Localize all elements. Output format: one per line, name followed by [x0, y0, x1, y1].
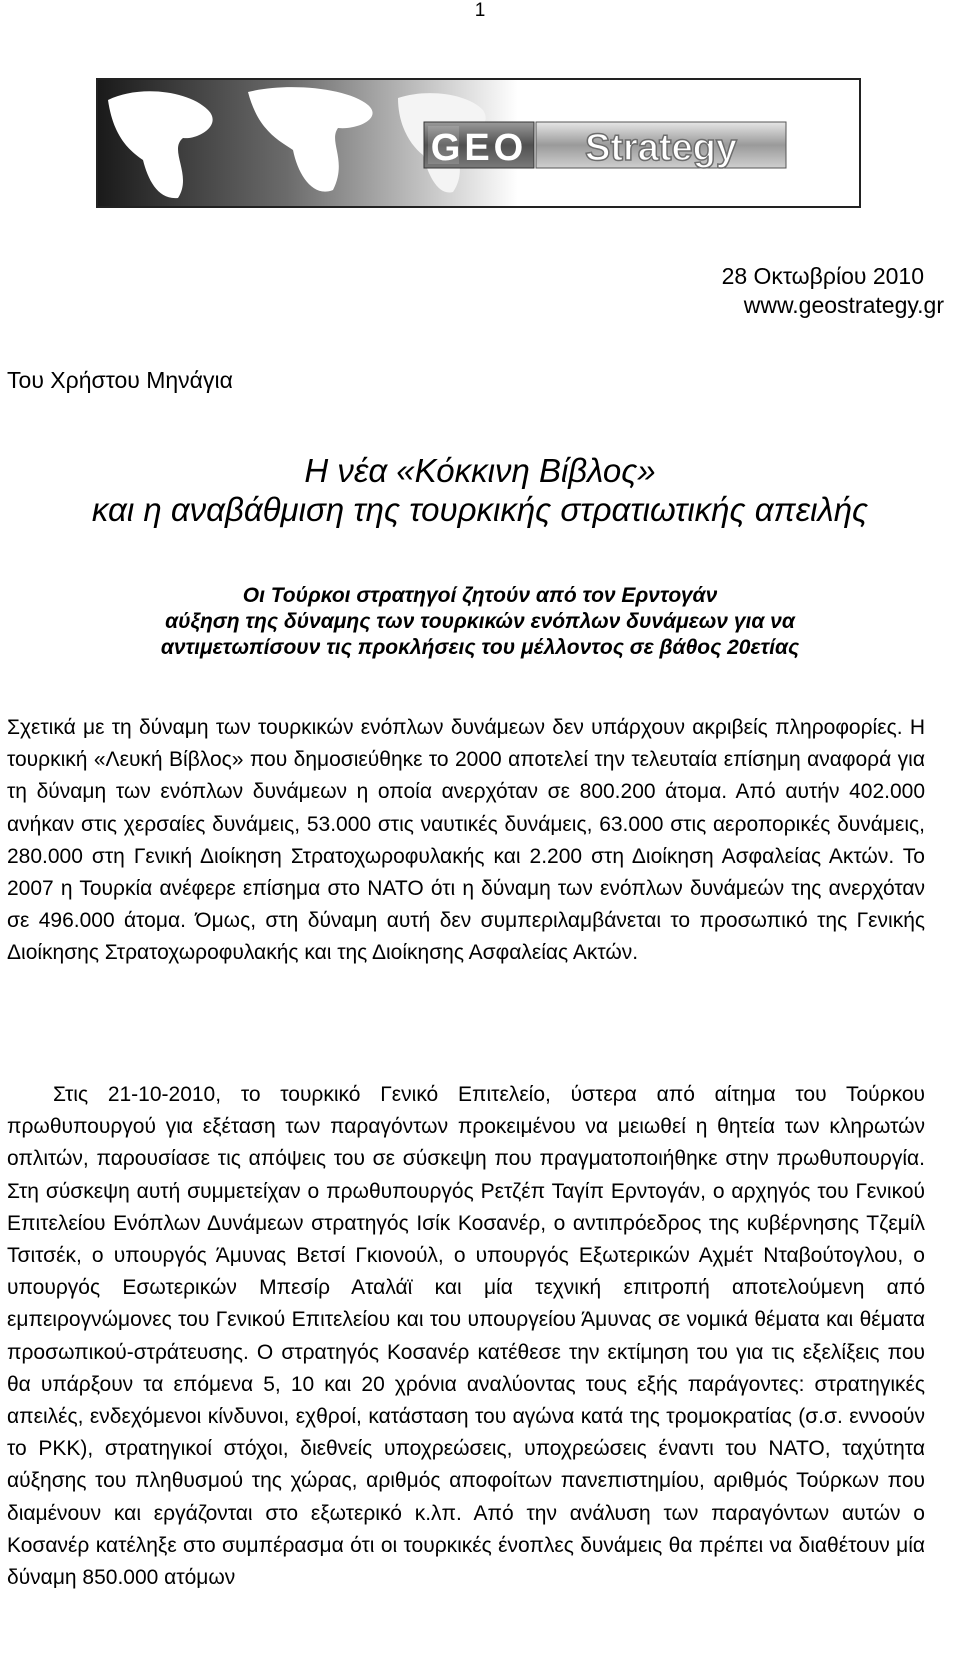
title-line: Η νέα «Κόκκινη Βίβλος» [304, 452, 656, 489]
title-line: και η αναβάθμιση της τουρκικής στρατιωτικής απειλής [91, 491, 869, 528]
subtitle-line: αύξηση της δύναμης των τουρκικών ενόπλων δυνάμεων για να [165, 610, 795, 633]
article-title [0, 451, 960, 529]
date-block [624, 262, 944, 320]
logo-strategy-text: Strategy [584, 127, 738, 169]
article-subtitle [0, 583, 960, 661]
geostrategy-logo [96, 78, 861, 208]
subtitle-line: Οι Τούρκοι στρατηγοί ζητούν από τον Ερντογάν [242, 584, 718, 607]
body-paragraph: Σχετικά με τη δύναμη των τουρκικών ενόπλων δυνάμεων δεν υπάρχουν ακριβείς πληροφορίες. Η τουρκική «Λευκή Βίβλος» που δημοσιεύθηκε το 2000 αποτελεί την τελευταία επίσημη αναφορά για τη δύναμη των ενόπλων δυνάμεων η οποία ανερχόταν σε 800.200 άτομα. Από αυτήν 402.000 ανήκαν στις χερσαίες δυνάμεις, 53.000 στις ναυτικές δυνάμεις, 63.000 στις αεροπορικές δυνάμεις, 280.000 στη Γενική Διοίκηση Στρατοχωροφυλακής και 2.200 στη Διοίκηση Ασφαλείας Ακτών. Το 2007 η Τουρκία ανέφερε επίσημα στο ΝΑΤΟ ότι η δύναμη των ενόπλων δυνάμεών της ανερχόταν σε 496.000 άτομα. Όμως, στη δύναμη αυτή δεν συμπεριλαμβάνεται το προσωπικό της Γενικής Διοίκησης Στρατοχωροφυλακής και της Διοίκησης Ασφαλείας Ακτών. [7, 716, 925, 965]
body-paragraph: Στις 21-10-2010, το τουρκικό Γενικό Επιτελείο, ύστερα από αίτημα του Τούρκου πρωθυπουργού για εξέταση των παραγόντων προκειμένου να μειωθεί η θητεία των κληρωτών οπλιτών, παρουσίασε τις απόψεις του σε σύσκεψη που πραγματοποιήθηκε στην πρωθυπουργία. Στη σύσκεψη αυτή συμμετείχαν ο πρωθυπουργός Ρετζέπ Ταγίπ Ερντογάν, ο αρχηγός του Γενικού Επιτελείου Ενόπλων Δυνάμεων στρατηγός Ισίκ Κοσανέρ, ο αντιπρόεδρος της κυβέρνησης Τζεμίλ Τσιτσέκ, ο υπουργός Άμυνας Βετσί Γκιονούλ, ο υπουργός Εξωτερικών Αχμέτ Νταβούτογλου, ο υπουργός Εσωτερικών Μπεσίρ Αταλάϊ και μία τεχνική επιτροπή αποτελούμενη από εμπειρογνώμονες του Γενικού Επιτελείου και του υπουργείου Άμυνας σε νομικά θέματα και θέματα προσωπικού-στράτευσης. Ο στρατηγός Κοσανέρ κατέθεσε την εκτίμηση του για τις εξελίξεις που θα υπάρξουν τα επόμενα 5, 10 και 20 χρόνια αναλύοντας τους εξής παράγοντες: στρατηγικές απειλές, ενδεχόμενοι κίνδυνοι, εχθροί, κατάσταση του αγώνα κατά της τρομοκρατίας (σ.σ. εννοούν το ΡΚΚ), στρατηγικοί στόχοι, διεθνείς υποχρεώσεις, υποχρεώσεις έναντι του ΝΑΤΟ, ταχύτητα αύξησης του πληθυσμού της χώρας, αριθμός αποφοίτων πανεπιστημίου, αριθμός Τούρκων που διαμένουν και εργάζονται στο εξωτερικό κ.λπ. Από την ανάλυση των παραγόντων αυτών ο Κοσανέρ κατέληξε στο συμπέρασμα ότι οι τουρκικές ένοπλες δυνάμεις θα πρέπει να διαθέτουν μία δύναμη 850.000 ατόμων [7, 1083, 925, 1590]
author-byline: Του Χρήστου Μηνάγια [7, 367, 233, 393]
logo-geo-text: GEO [430, 127, 528, 169]
globe-strip-icon [98, 80, 859, 206]
website-url[interactable]: www.geostrategy.gr [743, 292, 944, 318]
subtitle-line: αντιμετωπίσουν τις προκλήσεις του μέλλοντος σε βάθος 20ετίας [160, 636, 800, 659]
page-number: 1 [474, 0, 486, 21]
publication-date: 28 Οκτωβρίου 2010 [721, 263, 924, 289]
